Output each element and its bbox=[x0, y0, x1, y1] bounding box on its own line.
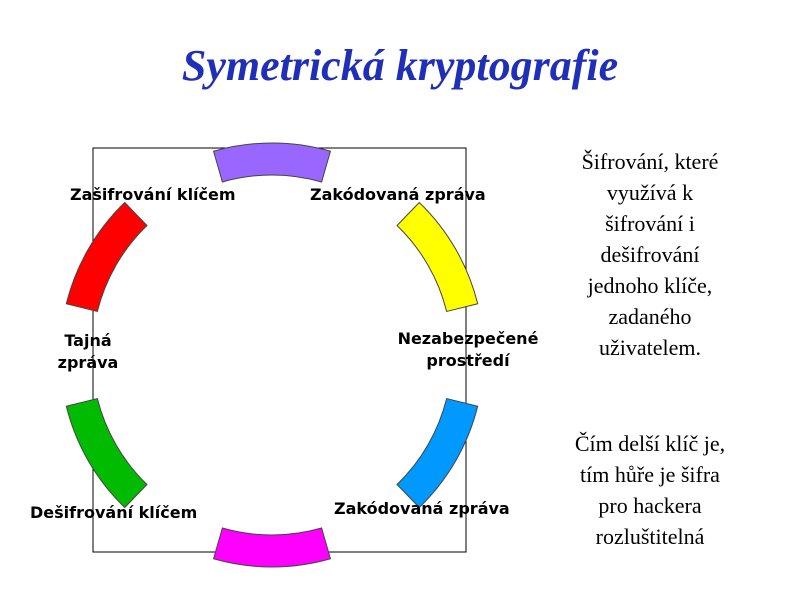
label-insecure-line-1: Nezabezpečené bbox=[397, 329, 539, 348]
label-encoded-message-top: Zakódovaná zpráva bbox=[310, 185, 486, 204]
label-encrypt-with-key: Zašifrování klíčem bbox=[70, 185, 236, 204]
description-line: využívá k bbox=[606, 180, 694, 205]
arc-segment-bottom bbox=[214, 528, 331, 567]
description-line: uživatelem. bbox=[598, 335, 701, 360]
description-symmetric bbox=[530, 146, 770, 363]
description-line: dešifrování bbox=[600, 242, 700, 267]
label-secret-line-2: zpráva bbox=[57, 353, 119, 372]
label-insecure-line-2: prostředí bbox=[426, 351, 510, 370]
label-encoded-message-bottom: Zakódovaná zpráva bbox=[334, 499, 510, 518]
arc-segment-bottom-left bbox=[66, 399, 147, 508]
description-line: pro hackera bbox=[598, 493, 702, 518]
arc-segment-top-left bbox=[66, 202, 147, 311]
description-line: rozluštitelná bbox=[595, 524, 705, 549]
slide-title: Symetrická kryptografie bbox=[181, 41, 619, 90]
label-decrypt-with-key: Dešifrování klíčem bbox=[30, 503, 198, 522]
label-insecure-environment bbox=[388, 328, 548, 372]
description-line: šifrování i bbox=[605, 211, 695, 236]
description-line: jednoho klíče, bbox=[587, 273, 713, 298]
description-line: zadaného bbox=[608, 304, 692, 329]
label-secret-line-1: Tajná bbox=[64, 331, 112, 350]
description-line: Čím delší klíč je, bbox=[574, 431, 726, 456]
description-line: Šifrování, které bbox=[581, 149, 719, 174]
description-key-length bbox=[520, 428, 780, 552]
description-line: tím hůře je šifra bbox=[580, 462, 720, 487]
label-secret-message bbox=[38, 330, 138, 374]
arc-segment-top bbox=[214, 143, 331, 182]
